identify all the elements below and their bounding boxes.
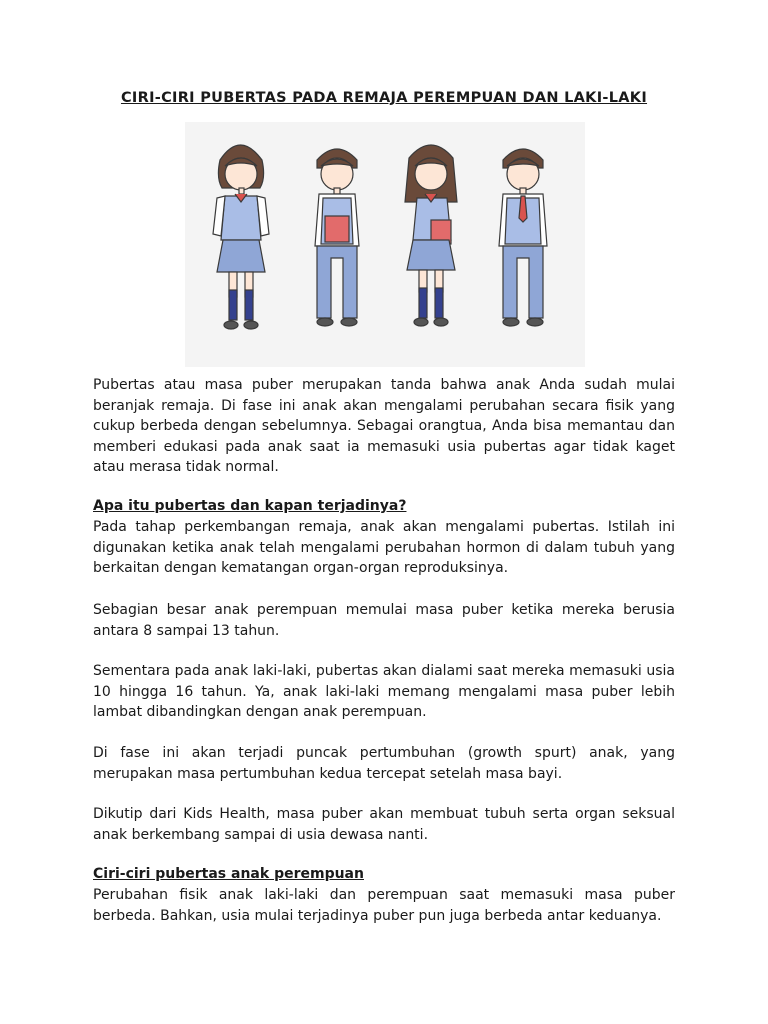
section1-paragraph-1: Pada tahap perkembangan remaja, anak akan mengalami pubertas. Istilah ini digunakan ketika anak telah mengalami perubahan hormon di dalam tubuh yang berkaitan dengan kematangan organ-organ reproduksinya. — [93, 519, 675, 576]
section-heading-girl-puberty: Ciri-ciri pubertas anak perempuan — [93, 866, 364, 882]
document-title: CIRI-CIRI PUBERTAS PADA REMAJA PEREMPUAN DAN LAKI-LAKI — [120, 90, 648, 106]
section2-paragraph-1: Perubahan fisik anak laki-laki dan perempuan saat memasuki masa puber berbeda. Bahkan, usia mulai terjadinya puber pun juga berbeda antar keduanya. — [93, 887, 675, 924]
section1-paragraph-4: Di fase ini akan terjadi puncak pertumbuhan (growth spurt) anak, yang merupakan masa pertumbuhan kedua tercepat setelah masa bayi. — [93, 745, 675, 782]
section1-paragraph-2: Sebagian besar anak perempuan memulai masa puber ketika mereka berusia antara 8 sampai 13 tahun. — [93, 602, 675, 639]
students-illustration — [185, 122, 585, 367]
intro-paragraph: Pubertas atau masa puber merupakan tanda bahwa anak Anda sudah mulai beranjak remaja. Di fase ini anak akan mengalami perubahan secara fisik yang cukup berbeda dengan sebelumnya. Sebagai orangtua, Anda bisa memantau dan memberi edukasi pada anak saat ia memasuki usia pubertas agar tidak kaget atau merasa tidak normal. — [93, 377, 675, 475]
section-heading-what-is-puberty: Apa itu pubertas dan kapan terjadinya? — [93, 498, 407, 514]
section1-paragraph-3: Sementara pada anak laki-laki, pubertas akan dialami saat mereka memasuki usia 10 hingga 16 tahun. Ya, anak laki-laki memang mengalami masa puber lebih lambat dibandingkan dengan anak perempuan. — [93, 663, 675, 720]
section1-paragraph-5: Dikutip dari Kids Health, masa puber akan membuat tubuh serta organ seksual anak berkembang sampai di usia dewasa nanti. — [93, 806, 675, 843]
